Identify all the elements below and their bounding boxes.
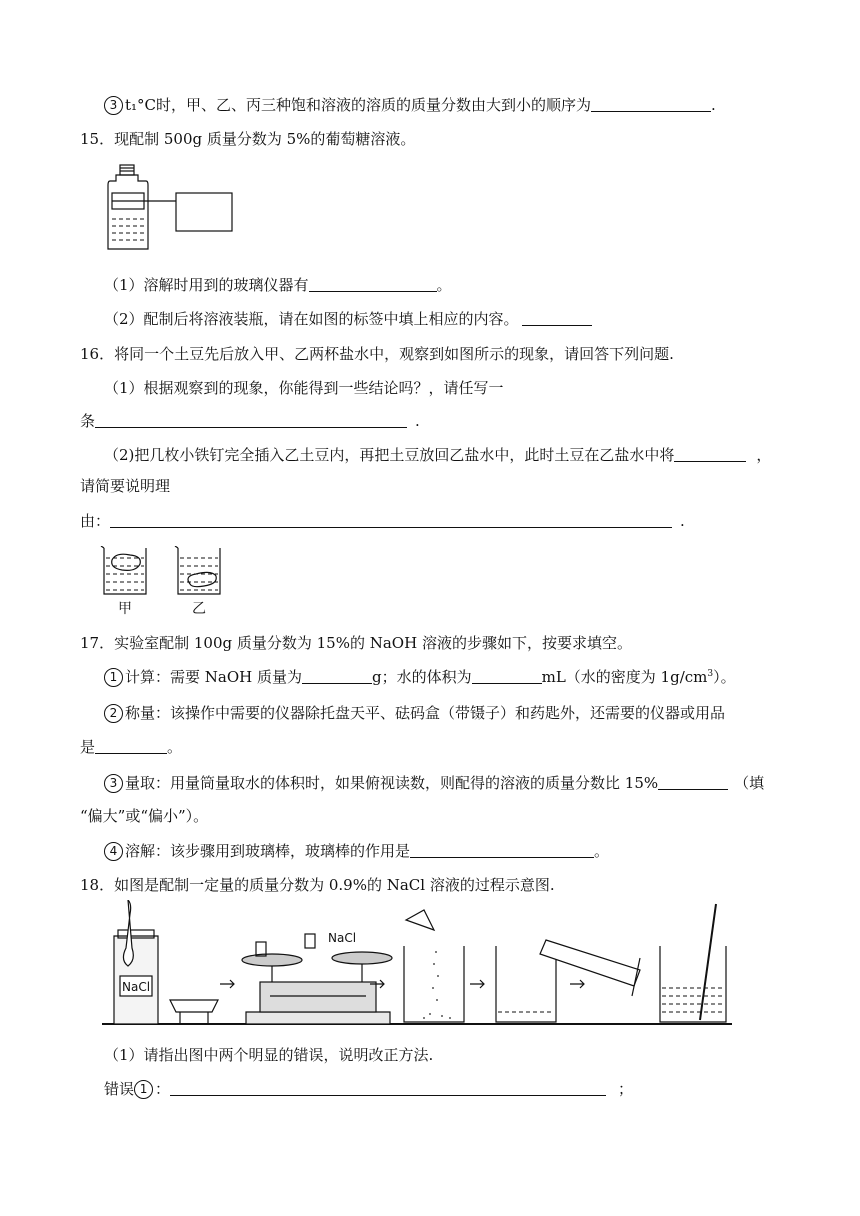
superscript: 3 bbox=[707, 669, 714, 679]
question-stem: 实验室配制 100g 质量分数为 15%的 NaOH 溶液的步骤如下，按要求填空。 bbox=[114, 634, 632, 652]
q18-part1: （1）请指出图中两个明显的错误，说明改正方法. bbox=[104, 1046, 434, 1064]
question-number: 17． bbox=[80, 634, 115, 652]
answer-blank[interactable] bbox=[591, 97, 711, 112]
answer-blank[interactable] bbox=[472, 669, 542, 684]
circled-number: 3 bbox=[104, 774, 123, 793]
question-number: 16． bbox=[80, 345, 115, 363]
question-number: 18． bbox=[80, 876, 115, 894]
q15-part2-text: （2）配制后将溶液装瓶，请在如图的标签中填上相应的内容。 bbox=[104, 310, 519, 328]
punct: . bbox=[415, 412, 420, 430]
q17-step3 bbox=[104, 772, 764, 793]
reagent-bottle-with-label-figure bbox=[100, 163, 240, 253]
circled-number: 2 bbox=[104, 704, 123, 723]
step3-text: 量取：用量筒量取水的体积时，如果俯视读数，则配得的溶液的质量分数比 15% bbox=[125, 774, 659, 792]
punct: 。 bbox=[167, 738, 183, 756]
punct: ， bbox=[756, 446, 772, 464]
error-label: 错误 bbox=[104, 1080, 135, 1098]
q16-part2-text: （2)把几枚小铁钉完全插入乙土豆内，再把土豆放回乙盐水中，此时土豆在乙盐水中将 bbox=[104, 446, 675, 464]
q16-part2-line1 bbox=[104, 444, 771, 465]
q17-step1 bbox=[104, 666, 736, 687]
q14-item3-text: t₁°C时，甲、乙、丙三种饱和溶液的溶质的质量分数由大到小的顺序为 bbox=[125, 96, 592, 114]
answer-blank[interactable] bbox=[95, 739, 167, 754]
circled-number: 3 bbox=[104, 96, 123, 115]
q16-stem bbox=[80, 343, 674, 364]
q18-stem bbox=[80, 874, 555, 895]
beaker-label-yi: 乙 bbox=[192, 601, 206, 617]
punct: 。 bbox=[594, 842, 610, 860]
q16-part2-line3 bbox=[80, 510, 685, 531]
jar-nacl-label: NaCl bbox=[122, 980, 151, 994]
circled-number: 1 bbox=[134, 1080, 153, 1099]
punct: . bbox=[711, 96, 716, 114]
punct: . bbox=[680, 512, 685, 530]
q17-step2 bbox=[104, 702, 725, 723]
q15-stem bbox=[80, 128, 415, 149]
q15-part2 bbox=[104, 308, 592, 329]
punct: ； bbox=[618, 1080, 634, 1098]
q16-part1-text: （1）根据观察到的现象，你能得到一些结论吗？，请任写一 bbox=[104, 379, 504, 397]
answer-blank[interactable] bbox=[309, 277, 437, 292]
circled-number: 4 bbox=[104, 842, 123, 861]
q14-item3 bbox=[104, 94, 716, 115]
step2-line2-text: 是 bbox=[80, 738, 96, 756]
answer-blank[interactable] bbox=[170, 1081, 606, 1096]
step1-text-d: ）。 bbox=[713, 668, 736, 686]
step1-text-b: g；水的体积为 bbox=[371, 668, 472, 686]
answer-blank[interactable] bbox=[658, 775, 728, 790]
question-number: 15． bbox=[80, 130, 115, 148]
question-stem: 现配制 500g 质量分数为 5%的葡萄糖溶液。 bbox=[114, 130, 416, 148]
q17-step4 bbox=[104, 840, 609, 861]
punct: ： bbox=[155, 1080, 171, 1098]
q16-part1-line2: 条 bbox=[80, 412, 96, 430]
question-stem: 将同一个土豆先后放入甲、乙两杯盐水中，观察到如图所示的现象，请回答下列问题. bbox=[114, 345, 674, 363]
step4-text: 溶解：该步骤用到玻璃棒，玻璃棒的作用是 bbox=[125, 842, 411, 860]
label-box bbox=[176, 193, 232, 231]
q16-part2-reason-label: 由： bbox=[80, 512, 111, 530]
circled-number: 1 bbox=[104, 668, 123, 687]
balance-nacl-label: NaCl bbox=[328, 931, 357, 945]
q17-stem bbox=[80, 632, 632, 653]
q18-error1 bbox=[104, 1078, 633, 1099]
answer-blank[interactable] bbox=[410, 843, 594, 858]
answer-blank[interactable] bbox=[674, 447, 746, 462]
potato-beakers-figure bbox=[100, 546, 225, 598]
step3-text-b: （填 bbox=[734, 774, 765, 792]
q15-part1 bbox=[104, 274, 452, 295]
answer-blank[interactable] bbox=[522, 311, 592, 326]
question-stem: 如图是配制一定量的质量分数为 0.9%的 NaCl 溶液的过程示意图. bbox=[114, 876, 555, 894]
nacl-solution-procedure-figure bbox=[100, 900, 735, 1028]
beaker-label-jia: 甲 bbox=[118, 601, 132, 617]
answer-blank[interactable] bbox=[110, 513, 672, 528]
answer-blank[interactable] bbox=[302, 669, 372, 684]
q17-step2-line2 bbox=[80, 736, 182, 757]
q16-part2-line2: 请简要说明理 bbox=[80, 477, 171, 495]
q16-part1-answer bbox=[80, 410, 420, 431]
answer-blank[interactable] bbox=[95, 413, 407, 428]
step1-text-a: 计算：需要 NaOH 质量为 bbox=[125, 668, 302, 686]
punct: 。 bbox=[436, 276, 452, 294]
step2-text: 称量：该操作中需要的仪器除托盘天平、砝码盒（带镊子）和药匙外，还需要的仪器或用品 bbox=[125, 704, 726, 722]
step3-line2: “偏大”或“偏小”）。 bbox=[80, 807, 209, 825]
q15-part1-text: （1）溶解时用到的玻璃仪器有 bbox=[104, 276, 309, 294]
step1-text-c: mL（水的密度为 1g/cm bbox=[541, 668, 708, 686]
